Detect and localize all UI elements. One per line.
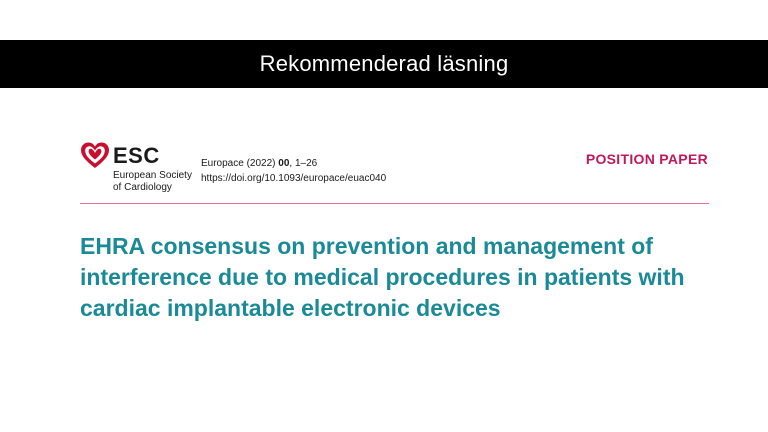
citation-doi[interactable]: https://doi.org/10.1093/europace/euac040 bbox=[201, 173, 387, 184]
citation-journal-line bbox=[201, 156, 386, 171]
logo-name-line-2: of Cardiology bbox=[113, 182, 172, 193]
citation-journal-year: Europace (2022) bbox=[201, 158, 276, 169]
header-banner bbox=[0, 40, 768, 88]
banner-title: Rekommenderad läsning bbox=[259, 51, 509, 76]
logo-abbreviation: ESC bbox=[113, 143, 160, 168]
logo-name-line-1: European Society bbox=[113, 170, 192, 181]
citation-pages: , 1–26 bbox=[289, 158, 318, 169]
article-title: EHRA consensus on prevention and management of interference due to medical procedures in patients with cardiac implantable electronic devices bbox=[80, 233, 685, 321]
heart-icon bbox=[80, 141, 110, 171]
citation bbox=[201, 156, 386, 186]
esc-logo bbox=[80, 141, 200, 197]
paper-type-label: POSITION PAPER bbox=[585, 151, 708, 167]
divider bbox=[80, 203, 709, 204]
citation-volume: 00 bbox=[278, 158, 290, 169]
